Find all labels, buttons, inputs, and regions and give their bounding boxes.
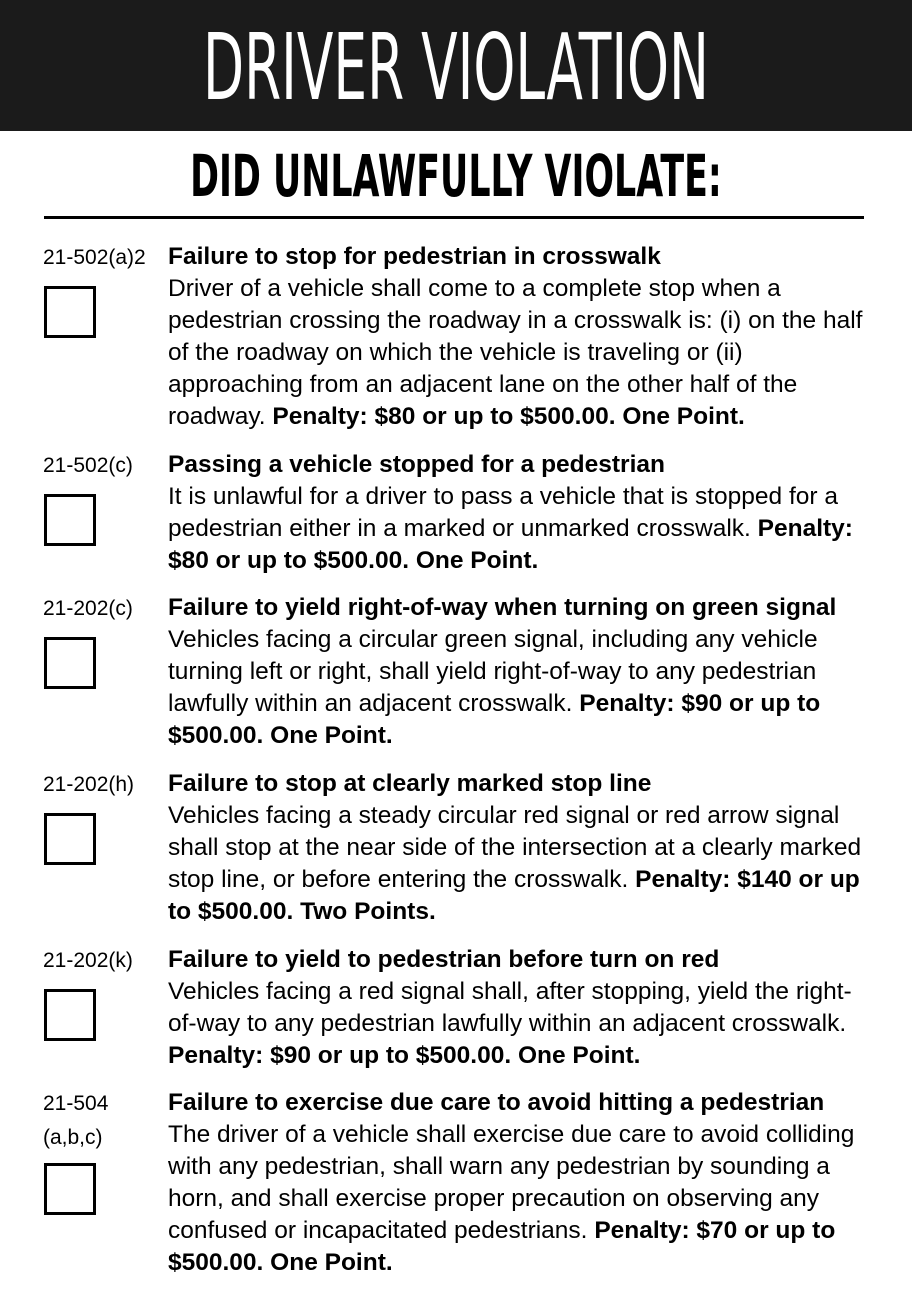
violation-description-text: Vehicles facing a steady circular red signal or red arrow signal shall stop at the near side of the intersection at a clearly marked stop line, or before entering the crosswalk. <box>168 802 862 893</box>
violation-text <box>168 449 874 577</box>
violation-text <box>168 944 874 1072</box>
violation-penalty: Penalty: $90 or up to $500.00. One Point. <box>168 1042 641 1069</box>
violation-penalty: Penalty: $80 or up to $500.00. One Point. <box>168 515 853 574</box>
page-title: DRIVER VIOLATION <box>203 14 709 121</box>
violation-penalty: Penalty: $70 or up to $500.00. One Point. <box>168 1217 836 1276</box>
violation-description-text: It is unlawful for a driver to pass a vehicle that is stopped for a pedestrian either in a marked or unmarked crosswalk. <box>168 483 839 542</box>
violation-checkbox[interactable] <box>44 494 96 546</box>
violation-title: Failure to stop for pedestrian in crosswalk <box>168 243 661 270</box>
violation-code-line: 21-504 <box>43 1092 109 1115</box>
violation-penalty: Penalty: $80 or up to $500.00. One Point. <box>272 403 745 430</box>
violation-description-text: Vehicles facing a red signal shall, after stopping, yield the right-of-way to any pedestrian lawfully within an adjacent crosswalk. <box>168 978 852 1037</box>
violation-description <box>168 481 874 577</box>
violation-description <box>168 273 874 433</box>
violation-title: Failure to stop at clearly marked stop line <box>168 770 652 797</box>
violation-text <box>168 1087 874 1279</box>
violation-checkbox[interactable] <box>44 813 96 865</box>
violation-code-line: 21-202(h) <box>43 773 135 796</box>
violation-description <box>168 1119 874 1279</box>
page-subtitle: DID UNLAWFULLY VIOLATE: <box>190 142 722 210</box>
violation-title: Failure to exercise due care to avoid hitting a pedestrian <box>168 1089 825 1116</box>
violation-description <box>168 976 874 1072</box>
violation-code <box>43 944 168 978</box>
violation-description <box>168 800 874 928</box>
violation-penalty: Penalty: $90 or up to $500.00. One Point. <box>168 690 821 749</box>
violation-title: Failure to yield to pedestrian before turn on red <box>168 946 720 973</box>
violation-code <box>43 1087 168 1155</box>
violation-text <box>168 241 874 433</box>
violation-description-text: Vehicles facing a circular green signal, including any vehicle turning left or right, shall yield right-of-way to any pedestrian lawfully within an adjacent crosswalk. <box>168 626 818 717</box>
violation-code-line: 21-502(c) <box>43 454 133 477</box>
violation-checkbox[interactable] <box>44 286 96 338</box>
violation-checkbox[interactable] <box>44 989 96 1041</box>
violation-code-line: (a,b,c) <box>43 1126 103 1149</box>
violation-penalty: Penalty: $140 or up to $500.00. Two Points. <box>168 866 860 925</box>
violation-code <box>43 768 168 802</box>
violation-code-line: 21-202(c) <box>43 597 133 620</box>
violation-code-line: 21-202(k) <box>43 949 133 972</box>
violation-code <box>43 592 168 626</box>
violation-checkbox[interactable] <box>44 637 96 689</box>
violation-code-line: 21-502(a)2 <box>43 246 146 269</box>
violation-description <box>168 624 874 752</box>
violation-title: Passing a vehicle stopped for a pedestrian <box>168 451 665 478</box>
violation-text <box>168 592 874 752</box>
violation-description-text: Driver of a vehicle shall come to a complete stop when a pedestrian crossing the roadway in a crosswalk is: (i) on the half of the roadway on which the vehicle is traveling or (ii) approaching from an adjacent lane on the other half of the roadway. <box>168 275 863 430</box>
violation-description-text: The driver of a vehicle shall exercise due care to avoid colliding with any pedestrian, shall warn any pedestrian by sounding a horn, and shall exercise proper precaution on observing any confused or incapacitated pedestrians. <box>168 1121 855 1244</box>
violation-text <box>168 768 874 928</box>
violation-code <box>43 449 168 483</box>
violation-code <box>43 241 168 275</box>
violation-checkbox[interactable] <box>44 1163 96 1215</box>
violation-title: Failure to yield right-of-way when turning on green signal <box>168 594 837 621</box>
